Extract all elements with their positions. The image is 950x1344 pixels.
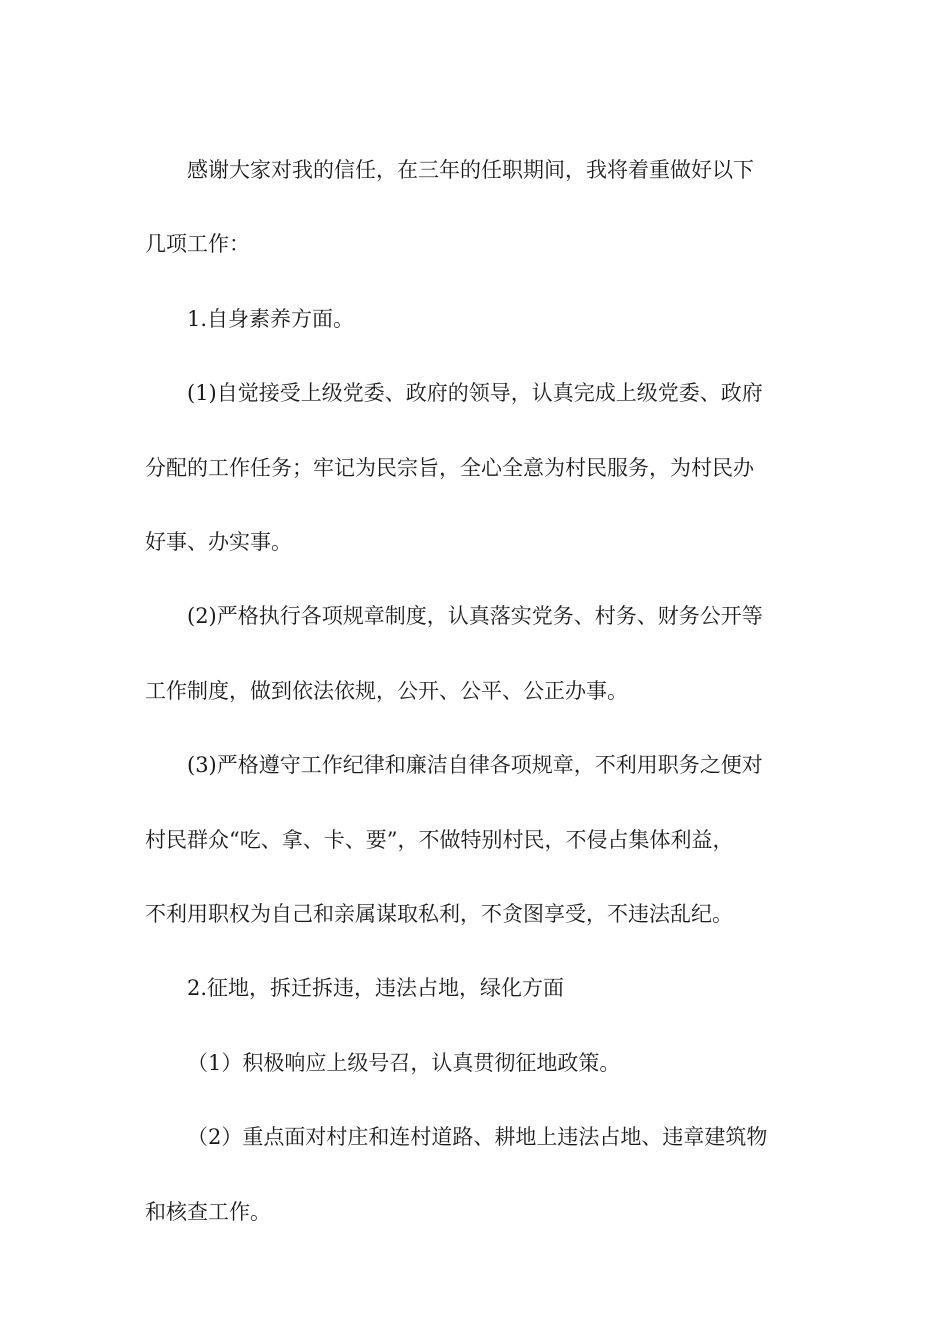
text-line: 工作制度，做到依法依规，公开、公平、公正办事。: [145, 678, 628, 703]
text-line: （1）积极响应上级号召，认真贯彻征地政策。: [187, 1050, 621, 1075]
text-line: (2)严格执行各项规章制度，认真落实党务、村务、财务公开等: [187, 604, 763, 629]
paragraph-1-2: [145, 579, 810, 728]
text-line: (1)自觉接受上级党委、政府的领导，认真完成上级党委、政府: [187, 381, 763, 406]
text-line: 和核查工作。: [145, 1199, 271, 1224]
text-line: 分配的工作任务；牢记为民宗旨，全心全意为村民服务，为村民办: [145, 455, 754, 480]
text-line: 2.征地，拆迁拆违，违法占地，绿化方面: [187, 976, 565, 1001]
paragraph-2-1: [145, 1026, 810, 1100]
text-line: 几项工作：: [145, 232, 250, 257]
document-body: [145, 133, 810, 1249]
text-line: 好事、办实事。: [145, 530, 292, 555]
paragraph-intro: [145, 133, 810, 282]
text-line: 感谢大家对我的信任，在三年的任职期间，我将着重做好以下: [187, 158, 754, 182]
text-line: （2）重点面对村庄和连村道路、耕地上违法占地、违章建筑物: [187, 1125, 768, 1150]
text-line: 不利用职权为自己和亲属谋取私利，不贪图享受，不违法乱纪。: [145, 902, 733, 927]
paragraph-1-1: [145, 356, 810, 579]
section-heading-2: [145, 951, 810, 1025]
text-line: (3)严格遵守工作纪律和廉洁自律各项规章，不利用职务之便对: [187, 753, 763, 778]
paragraph-2-2: [145, 1100, 810, 1249]
text-line: 1.自身素养方面。: [187, 306, 355, 331]
text-line: 村民群众“吃、拿、卡、要”，不做特别村民，不侵占集体利益，: [145, 827, 734, 852]
section-heading-1: [145, 282, 810, 356]
paragraph-1-3: [145, 728, 810, 951]
